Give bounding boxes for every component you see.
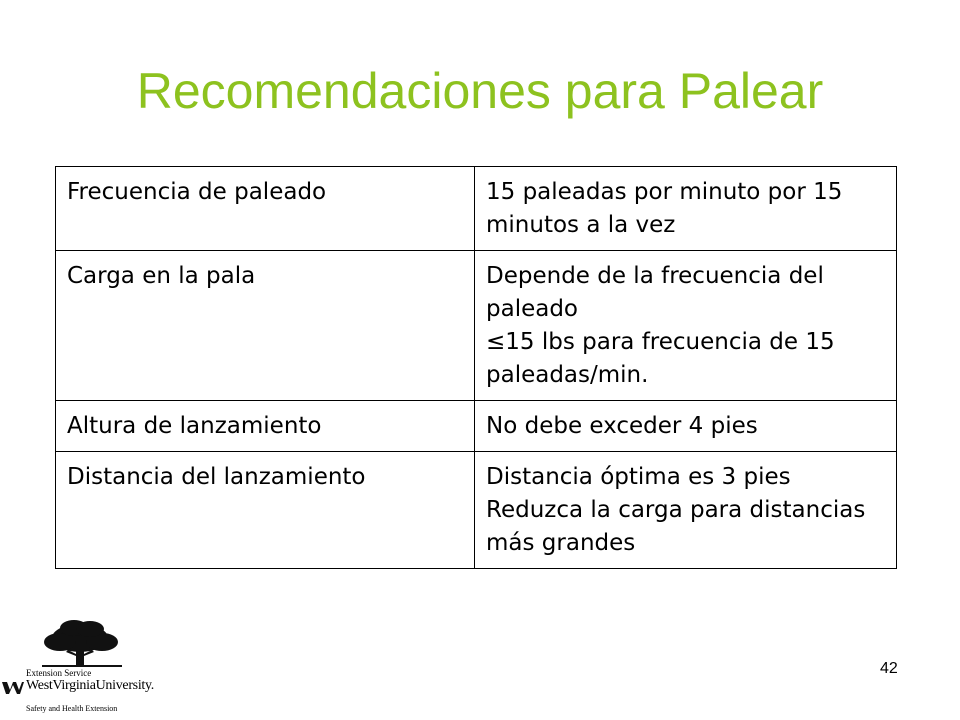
row-value bbox=[475, 401, 897, 452]
logo-line-1: Extension Service bbox=[26, 668, 92, 678]
logo-line-3: Safety and Health Extension bbox=[26, 704, 118, 713]
row-label: Altura de lanzamiento bbox=[56, 401, 475, 452]
wv-flying-wv-icon bbox=[2, 680, 24, 696]
row-label: Carga en la pala bbox=[56, 251, 475, 401]
table-row bbox=[56, 401, 897, 452]
page-number: 42 bbox=[880, 660, 898, 677]
value-line: ≤15 lbs para frecuencia de 15 paleadas/min. bbox=[486, 329, 835, 388]
table-row bbox=[56, 251, 897, 401]
row-label: Distancia del lanzamiento bbox=[56, 452, 475, 569]
row-value bbox=[475, 167, 897, 251]
wvu-extension-logo bbox=[2, 618, 162, 720]
slide-title: Recomendaciones para Palear bbox=[136, 63, 824, 119]
value-line: Depende de la frecuencia del paleado bbox=[486, 263, 824, 322]
row-value bbox=[475, 452, 897, 569]
row-value bbox=[475, 251, 897, 401]
value-line: 15 paleadas por minuto por 15 minutos a la vez bbox=[486, 179, 843, 238]
table-row bbox=[56, 167, 897, 251]
value-line: Reduzca la carga para distancias más grandes bbox=[486, 497, 866, 556]
recommendations-table bbox=[55, 166, 897, 569]
row-label: Frecuencia de paleado bbox=[56, 167, 475, 251]
table-row bbox=[56, 452, 897, 569]
value-line: Distancia óptima es 3 pies bbox=[486, 464, 791, 490]
value-line: No debe exceder 4 pies bbox=[486, 413, 758, 439]
logo-line-2: WestVirginiaUniversity. bbox=[26, 678, 155, 693]
